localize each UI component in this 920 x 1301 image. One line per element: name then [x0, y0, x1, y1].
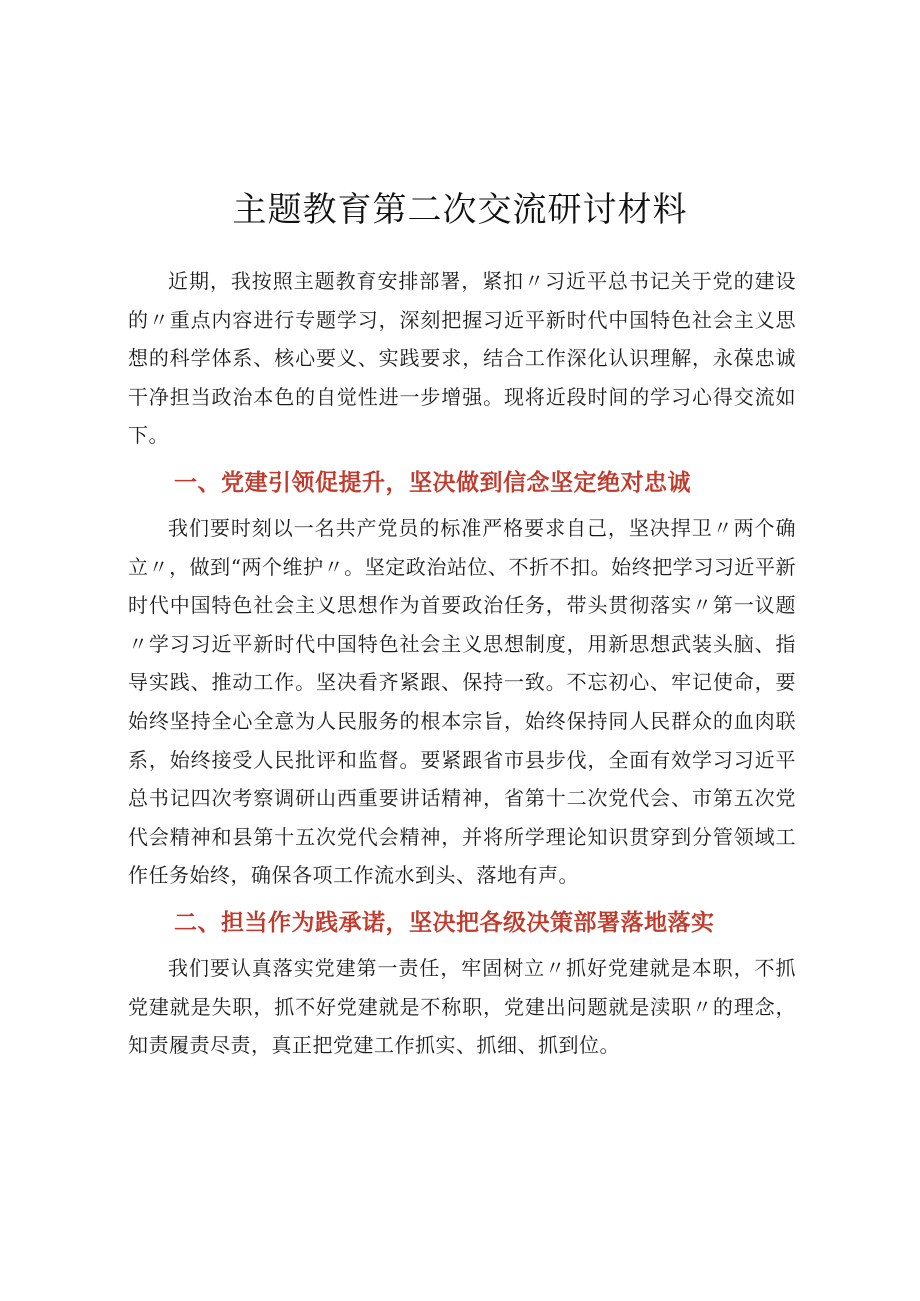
section-body-2: 我们要认真落实党建第一责任，牢固树立〃抓好党建就是本职，不抓党建就是失职，抓不好党建就是不称职，党建出问题就是渎职〃的理念，知责履责尽责，真正把党建工作抓实、抓细、抓到位。 [128, 955, 796, 1058]
document-body [128, 262, 796, 1065]
document-title: 主题教育第二次交流研讨材料 [232, 190, 688, 230]
section-body-1: 我们要时刻以一名共产党员的标准严格要求自己，坚决捍卫〃两个确立〃，做到“两个维护〃。坚定政治站位、不折不扣。始终把学习习近平新时代中国特色社会主义思想作为首要政治任务，带头贯彻落实〃第一议题〃学习习近平新时代中国特色社会主义思想制度，用新思想武装头脑、指导实践、推动工作。坚决看齐紧跟、保持一致。不忘初心、牢记使命，要始终坚持全心全意为人民服务的根本宗旨，始终保持同人民群众的血肉联系，始终接受人民批评和监督。要紧跟省市县步伐，全面有效学习习近平总书记四次考察调研山西重要讲话精神，省第十二次党代会、市第五次党代会精神和县第十五次党代会精神，并将所学理论知识贯穿到分管领域工作任务始终，确保各项工作流水到头、落地有声。 [128, 515, 796, 888]
intro-paragraph: 近期，我按照主题教育安排部署，紧扣〃习近平总书记关于党的建设的〃重点内容进行专题学习，深刻把握习近平新时代中国特色社会主义思想的科学体系、核心要义、实践要求，结合工作深化认识理解，永葆忠诚干净担当政治本色的自觉性进一步增强。现将近段时间的学习心得交流如下。 [128, 269, 796, 448]
section-heading-1: 一、党建引领促提升，坚决做到信念坚定绝对忠诚 [174, 469, 691, 496]
section-heading-2: 二、担当作为践承诺，坚决把各级决策部署落地落实 [174, 909, 715, 936]
